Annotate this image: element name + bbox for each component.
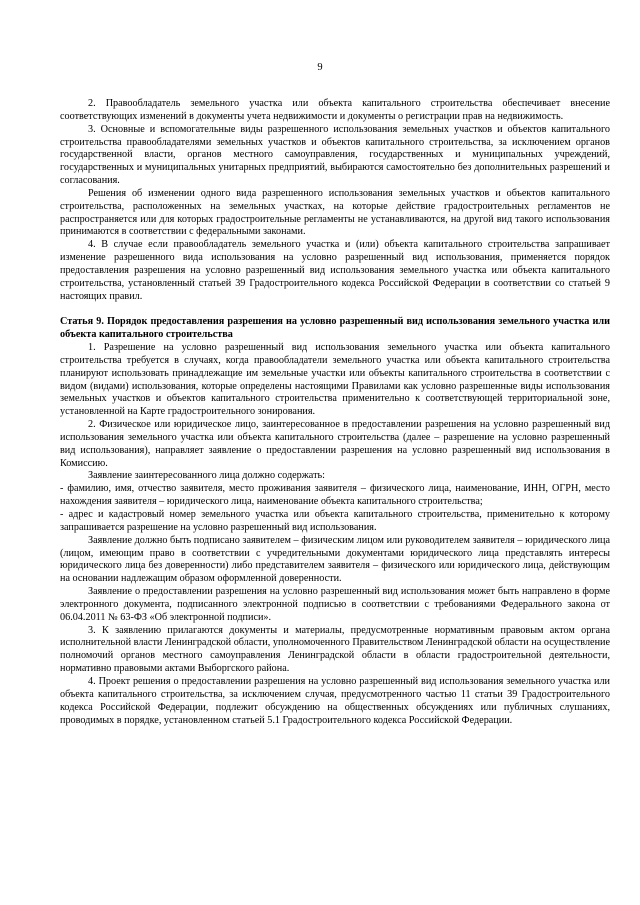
paragraph-electronic-form: Заявление о предоставлении разрешения на условно разрешенный вид использования может быть направлено в форме электронного документа, подписанного электронной подписью в соответствии с требованиями Федерального закона от 06.04.2011 № 63-ФЗ «Об электронной подписи».: [60, 586, 610, 623]
paragraph-art9-part3: 3. К заявлению прилагаются документы и материалы, предусмотренные нормативным правовым актом органа исполнительной власти Ленинградской области, уполномоченного Правительством Ленинградской области на осуществление полномочий органов местного самоуправления Ленинградской области в области градостроительной деятельности, нормативно правовыми актами Выборгского района.: [60, 624, 610, 675]
paragraph-application-contents: Заявление заинтересованного лица должно содержать:: [88, 470, 325, 482]
article-9-heading: Статья 9. Порядок предоставления разрешения на условно разрешенный вид использования земельного участка или объекта капитального строительства: [60, 316, 610, 341]
list-item-applicant-details: - фамилию, имя, отчество заявителя, место проживания заявителя – физического лица, наименование, ИНН, ОГРН, место нахождения заявителя – юридического лица, наименование объекта капитального строительства;: [60, 483, 610, 508]
page-number: 9: [317, 62, 323, 73]
paragraph-art8-part4: 4. В случае если правообладатель земельного участка и (или) объекта капитального строительства запрашивает изменение разрешенного вида использования на условно разрешенный вид использования, применяется порядок предоставления разрешения на условно разрешенный вид использования земельного участка или объекта капитального строительства, установленный статьей 39 Градостроительного кодекса Российской Федерации в соответствии со статьей 9 настоящих правил.: [60, 239, 610, 302]
section-spacer: [60, 304, 610, 317]
paragraph-art8-decisions: Решения об изменении одного вида разрешенного использования земельных участков и объектов капитального строительства, расположенных на земельных участках, на которые действие градостроительных регламентов не распространяется или для которых градостроительные регламенты не устанавливаются, на другой вид такого использования принимаются в соответствии с федеральными законами.: [60, 187, 610, 238]
paragraph-art9-part2: 2. Физическое или юридическое лицо, заинтересованное в предоставлении разрешения на условно разрешенный вид использования земельного участка или объекта капитального строительства (далее – разрешение на условно разрешенный вид использования), направляет заявление о предоставлении разрешения на условно разрешенный вид использования в Комиссию.: [60, 419, 610, 469]
paragraph-application-signature: Заявление должно быть подписано заявителем – физическим лицом или руководителем заявителя – юридического лица (лицом, имеющим право в соответствии с учредительными документами юридического лица представлять интересы юридического лица без доверенности) либо представителем заявителя – физического или юридического лица, действующим на основании надлежащим образом оформленной доверенности.: [60, 534, 610, 585]
paragraph-art9-part1: 1. Разрешение на условно разрешенный вид использования земельного участка или объекта капитального строительства требуется в случаях, когда правообладатели земельного участка или объекта капитального строительства планируют использовать принадлежащие им земельные участки или объекты капитального строительства в соответствии с видом (видами) использования, которые определены настоящими Правилами как условно разрешенные виды использования земельных участков и объектов капитального строительства применительно к соответствующей территориальной зоне, установленной на Карте градостроительного зонирования.: [60, 342, 610, 418]
paragraph-art9-part4: 4. Проект решения о предоставлении разрешения на условно разрешенный вид использования земельного участка или объекта капитального строительства, за исключением случая, предусмотренного частью 11 статьи 39 Градостроительного кодекса Российской Федерации, подлежит обсуждению на общественных обсуждениях или публичных слушаниях, проводимых в порядке, установленном статьей 5.1 Градостроительного кодекса Российской Федерации.: [60, 675, 610, 726]
paragraph-art8-part3: 3. Основные и вспомогательные виды разрешенного использования земельных участков и объектов капитального строительства правообладателями земельных участков и объектов капитального строительства, за исключением органов государственной власти, органов местного самоуправления, государственных и муниципальных учреждений, государственных и муниципальных унитарных предприятий, выбираются самостоятельно без дополнительных разрешений и согласования.: [60, 123, 610, 187]
paragraph-art8-part2: 2. Правообладатель земельного участка или объекта капитального строительства обеспечивает внесение соответствующих изменений в документы учета недвижимости и документы о регистрации прав на недвижимость.: [60, 98, 610, 122]
list-item-address-cadastral: - адрес и кадастровый номер земельного участка или объекта капитального строительства, применительно к которому запрашивается разрешение на условно разрешенный вид использования.: [60, 509, 610, 533]
document-body: [60, 98, 610, 727]
